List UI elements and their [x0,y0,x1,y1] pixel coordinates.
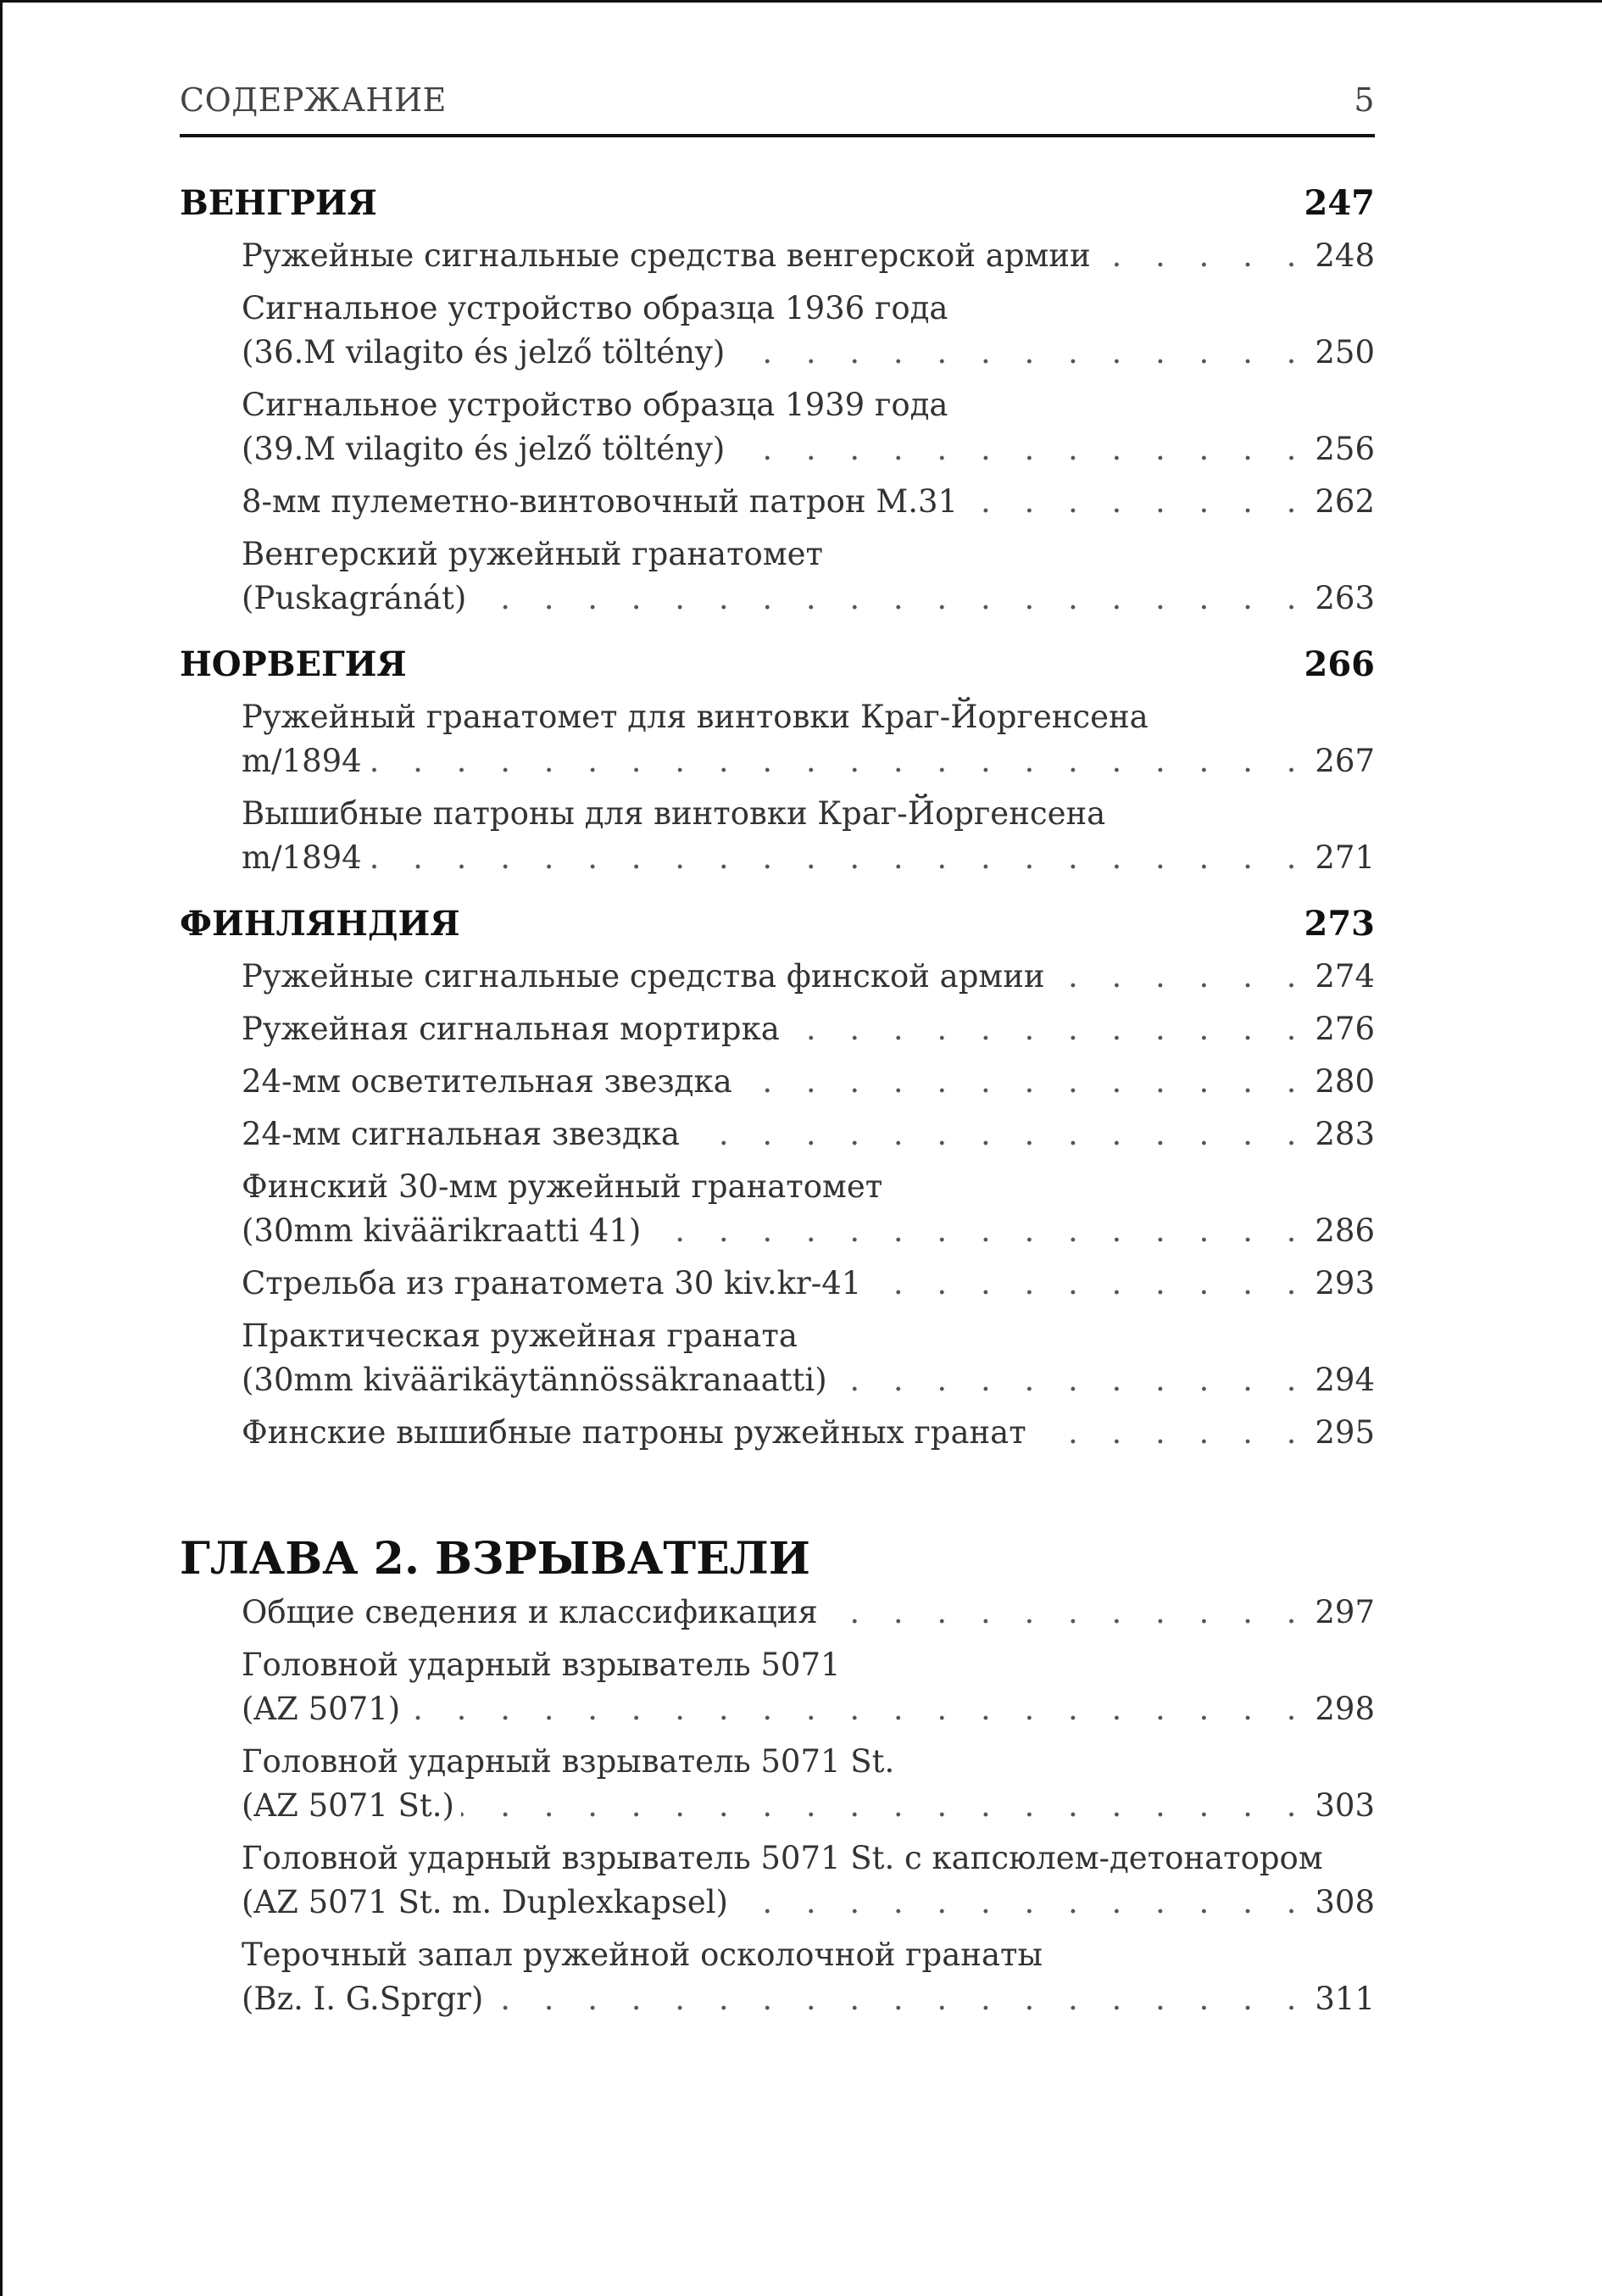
entry-title-line: Сигнальное устройство образца 1936 года [242,290,948,326]
section-title: ВЕНГРИЯ [180,183,377,223]
entry-title-line: Ружейные сигнальные средства венгерской армии [242,237,1091,274]
page-edge-left [0,0,3,2296]
section-heading[interactable] [180,643,1375,687]
entry-page-number: 286 [1315,1212,1375,1249]
dot-leader [965,480,1308,524]
entry-last-line [242,836,1375,880]
toc-entry[interactable] [180,1591,1375,1635]
entry-page-number: 262 [1315,483,1375,520]
toc-entry[interactable] [180,1411,1375,1455]
entry-page-number: 303 [1315,1787,1375,1824]
entry-title-line: Финские вышибные патроны ружейных гранат [242,1414,1026,1451]
entry-page-number: 256 [1315,431,1375,467]
dot-leader [1098,234,1309,278]
entry-title-line: Практическая ружейная граната [242,1318,798,1354]
entry-last-line [242,1591,1375,1635]
entry-page-number: 297 [1315,1594,1375,1630]
toc-entry[interactable] [180,234,1375,278]
toc-body [180,181,1375,2021]
dot-leader [731,427,1308,471]
toc-entry[interactable] [180,1060,1375,1104]
entry-last-line [242,1881,1375,1925]
toc-entry[interactable] [180,955,1375,999]
entry-last-line [242,577,1375,621]
toc-entry[interactable] [180,480,1375,524]
entry-title-line: (30mm kiväärikäytännössäkranaatti) [242,1362,827,1398]
entry-title-line: Сигнальное устройство образца 1939 года [242,387,948,423]
dot-leader [868,1262,1308,1306]
entry-title-line: 24-мм осветительная звездка [242,1063,732,1100]
entry-title-line: Ружейная сигнальная мортирка [242,1011,780,1047]
entry-page-number: 263 [1315,580,1375,616]
entry-title-line: 8-мм пулеметно-винтовочный патрон М.31 [242,483,959,520]
dot-leader [731,331,1308,375]
entry-page-number: 293 [1315,1265,1375,1301]
entry-title-line: m/1894 [242,743,362,779]
entry-last-line [242,1411,1375,1455]
entry-title-line: Головной ударный взрыватель 5071 St. с капсюлем-детонатором [242,1840,1323,1876]
toc-entry[interactable] [180,1933,1375,2021]
entry-last-line [242,234,1375,278]
toc-entry[interactable] [180,1836,1375,1925]
toc-entry[interactable] [180,383,1375,471]
entry-title-line: (Bz. I. G.Sprgr) [242,1981,484,2017]
toc-entry[interactable] [180,1165,1375,1253]
entry-last-line [242,1209,1375,1253]
dot-leader [648,1209,1308,1253]
entry-title-line: 24-мм сигнальная звездка [242,1116,680,1152]
header-rule [180,134,1375,137]
dot-leader [1052,955,1309,999]
entry-last-line [242,331,1375,375]
entry-title-line: Вышибные патроны для винтовки Краг-Йоргенсена [242,795,1106,832]
section-heading[interactable] [180,181,1375,226]
entry-last-line [242,955,1375,999]
toc-entry[interactable] [180,1314,1375,1402]
entry-last-line [242,1112,1375,1156]
entry-title-line: Ружейный гранатомет для винтовки Краг-Йоргенсена [242,699,1149,735]
dot-leader [461,1784,1308,1828]
entry-title-line: Венгерский ружейный гранатомет [242,536,823,572]
toc-entry[interactable] [180,792,1375,880]
running-head [180,81,1375,131]
page-number: 5 [1354,81,1375,119]
entry-title-line: (AZ 5071 St. m. Duplexkapsel) [242,1884,728,1920]
entry-title-line: Общие сведения и классификация [242,1594,818,1630]
entry-page-number: 250 [1315,334,1375,371]
entry-page-number: 248 [1315,237,1375,274]
toc-entry[interactable] [180,287,1375,375]
entry-page-number: 267 [1315,743,1375,779]
dot-leader [1033,1411,1309,1455]
dot-leader [473,577,1308,621]
entry-page-number: 274 [1315,958,1375,995]
dot-leader [490,1977,1308,2021]
dot-leader [369,739,1309,783]
dot-leader [687,1112,1308,1156]
section-heading[interactable] [180,902,1375,946]
toc-entry[interactable] [180,1007,1375,1051]
entry-page-number: 308 [1315,1884,1375,1920]
section-title: НОРВЕГИЯ [180,644,407,684]
toc-entry[interactable] [180,1740,1375,1828]
dot-leader [369,836,1309,880]
section-page-number: 247 [1304,183,1375,223]
entry-last-line [242,1262,1375,1306]
dot-leader [407,1687,1308,1731]
entry-last-line [242,1784,1375,1828]
entry-page-number: 276 [1315,1011,1375,1047]
toc-entry[interactable] [180,1643,1375,1731]
entry-page-number: 294 [1315,1362,1375,1398]
dot-leader [825,1591,1309,1635]
toc-entry[interactable] [180,1262,1375,1306]
entry-last-line [242,427,1375,471]
entry-last-line [242,1358,1375,1402]
entry-page-number: 311 [1315,1981,1375,2017]
chapter-heading[interactable]: ГЛАВА 2. ВЗРЫВАТЕЛИ [180,1533,810,1585]
entry-last-line [242,1977,1375,2021]
entry-title-line: (Puskagránát) [242,580,467,616]
entry-last-line [242,1007,1375,1051]
page-edge-top [0,0,1602,3]
running-head-title: СОДЕРЖАНИЕ [180,81,447,119]
section-page-number: 266 [1304,644,1375,684]
entry-last-line [242,1687,1375,1731]
toc-entry[interactable] [180,532,1375,621]
section-page-number: 273 [1304,904,1375,944]
entry-page-number: 295 [1315,1414,1375,1451]
entry-title-line: Головной ударный взрыватель 5071 [242,1647,841,1683]
section-title: ФИНЛЯНДИЯ [180,904,460,944]
entry-page-number: 298 [1315,1691,1375,1727]
entry-title-line: m/1894 [242,839,362,876]
dot-leader [834,1358,1309,1402]
entry-last-line [242,480,1375,524]
entry-page-number: 283 [1315,1116,1375,1152]
entry-title-line: Стрельба из гранатомета 30 kiv.kr-41 [242,1265,862,1301]
toc-page [180,81,1375,2030]
toc-entry[interactable] [180,1112,1375,1156]
entry-title-line: (39.M vilagito és jelző töltény) [242,431,726,467]
entry-page-number: 280 [1315,1063,1375,1100]
toc-entry[interactable] [180,695,1375,783]
entry-title-line: (AZ 5071 St.) [242,1787,454,1824]
entry-title-line: Ружейные сигнальные средства финской армии [242,958,1045,995]
entry-last-line [242,739,1375,783]
entry-title-line: Терочный запал ружейной осколочной гранаты [242,1937,1043,1973]
entry-title-line: Финский 30-мм ружейный гранатомет [242,1168,883,1205]
entry-title-line: (30mm kiväärikraatti 41) [242,1212,642,1249]
entry-title-line: (36.M vilagito és jelző töltény) [242,334,726,371]
dot-leader [735,1881,1308,1925]
entry-title-line: Головной ударный взрыватель 5071 St. [242,1743,895,1780]
dot-leader [739,1060,1309,1104]
entry-last-line [242,1060,1375,1104]
entry-title-line: (AZ 5071) [242,1691,401,1727]
dot-leader [787,1007,1309,1051]
entry-page-number: 271 [1315,839,1375,876]
